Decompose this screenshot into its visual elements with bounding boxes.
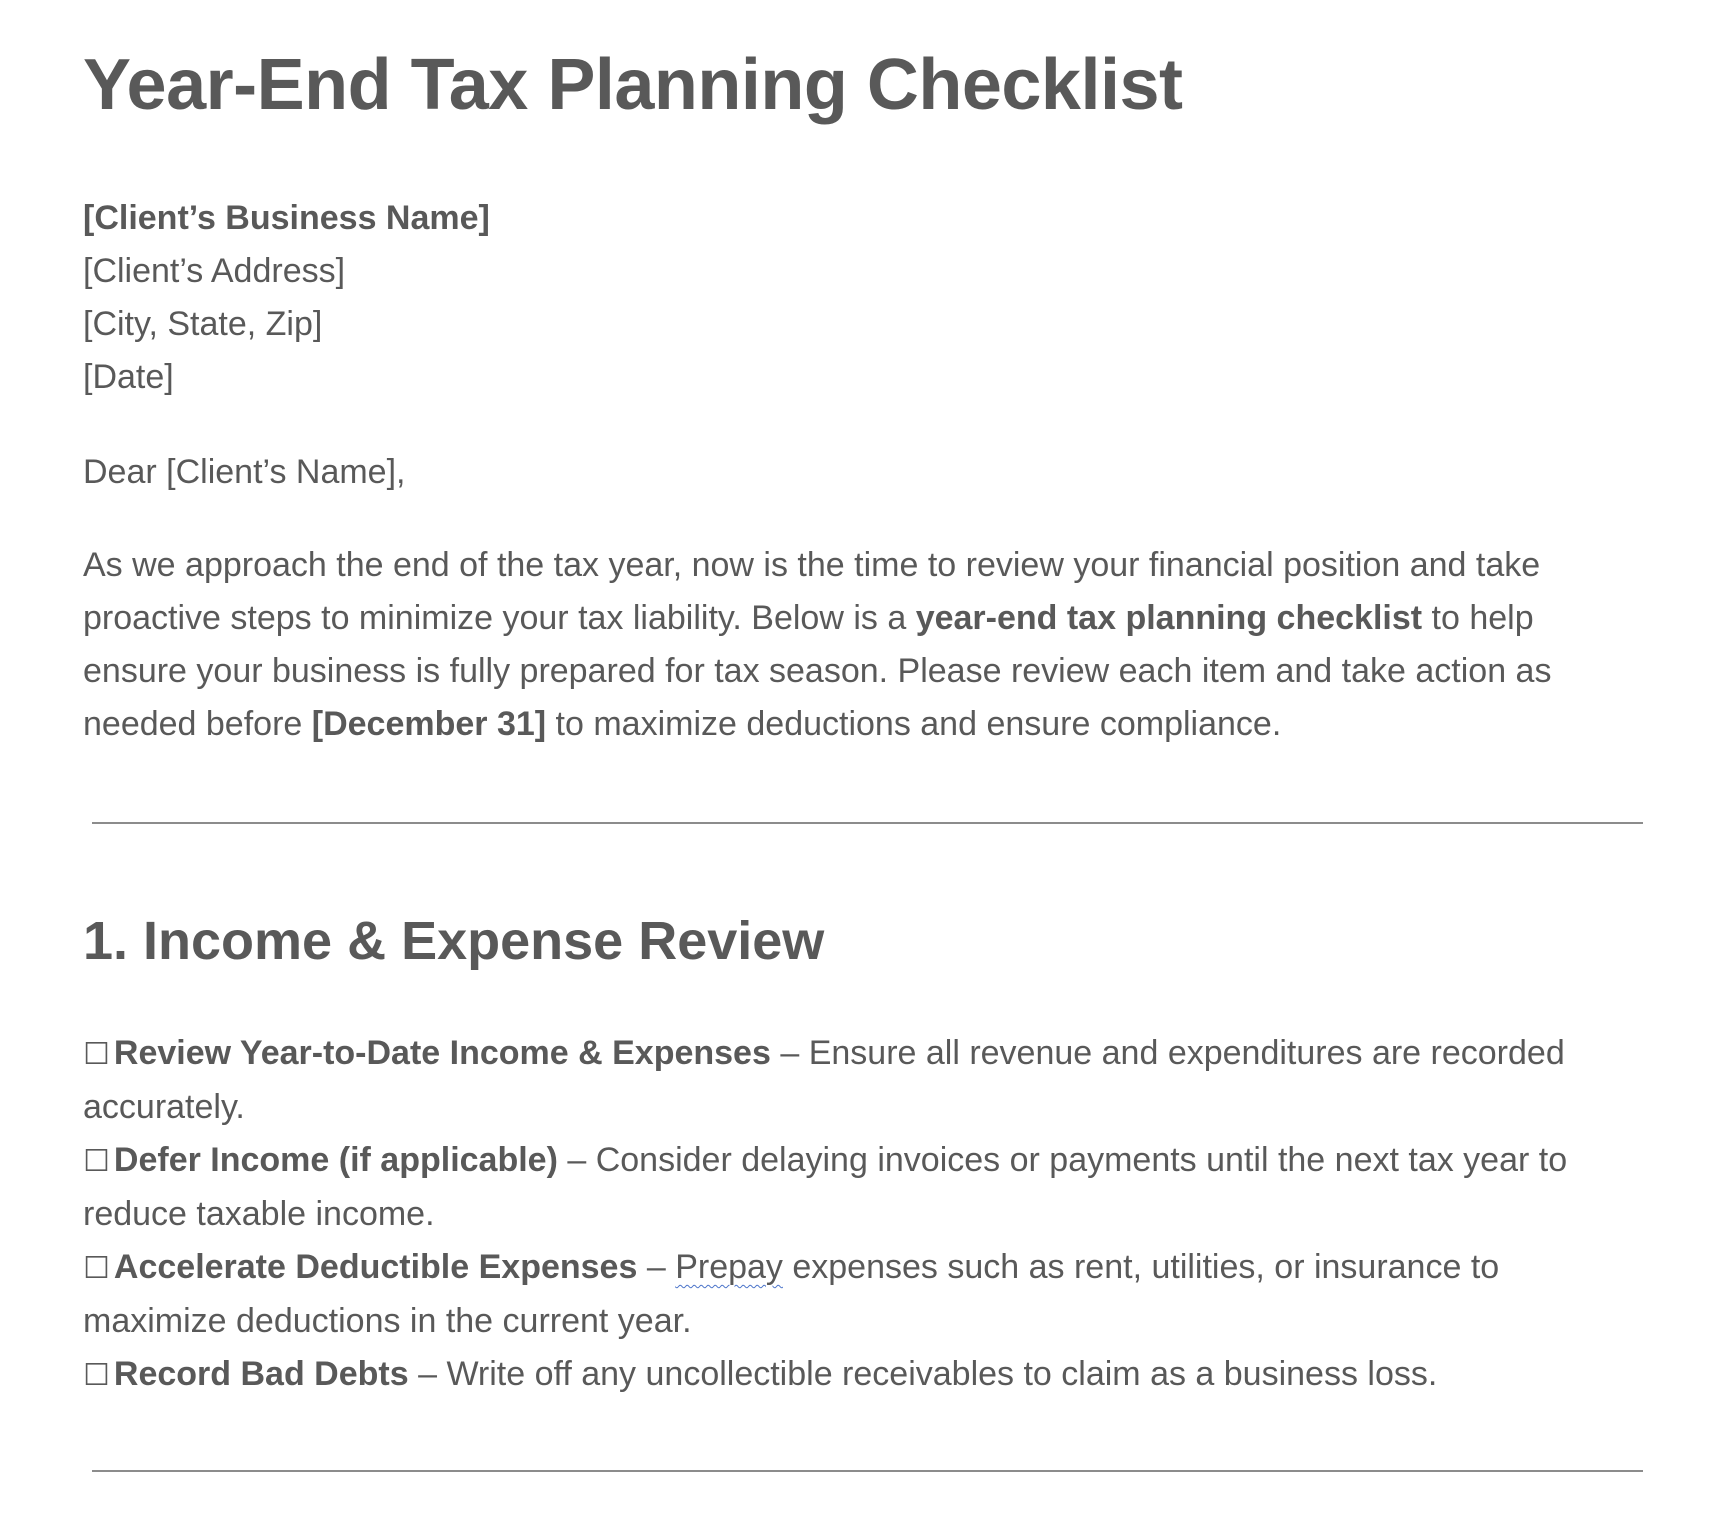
checklist-item-title: Accelerate Deductible Expenses [113, 1248, 638, 1286]
checkbox-icon[interactable]: ☐ [83, 1144, 110, 1179]
checklist-item-title: Review Year-to-Date Income & Expenses [113, 1034, 771, 1072]
intro-bold-deadline: [December 31] [311, 705, 547, 743]
horizontal-divider [92, 1470, 1643, 1472]
checklist-item [83, 1348, 1643, 1402]
spellcheck-flagged-word[interactable]: Prepay [675, 1248, 783, 1286]
checklist-item [83, 1241, 1643, 1348]
client-address-block [83, 192, 490, 404]
intro-text-3: to maximize deductions and ensure compliance. [546, 705, 1282, 743]
checkbox-icon[interactable]: ☐ [83, 1358, 110, 1393]
document-title: Year-End Tax Planning Checklist [83, 45, 1183, 125]
intro-text-1: As we approach the end of the tax year, now is the time to review your financial position and take proactive steps to minimize your tax liability. Below is a [83, 546, 1541, 637]
checklist-item-title: Record Bad Debts [113, 1355, 409, 1393]
checklist-item-text-after: expenses such as rent, utilities, or insurance to maximize deductions in the current year. [83, 1248, 1500, 1340]
horizontal-divider [92, 822, 1643, 824]
checkbox-icon[interactable]: ☐ [83, 1037, 110, 1072]
salutation: Dear [Client’s Name], [83, 453, 406, 491]
checklist-item-text: – Consider delaying invoices or payments until the next tax year to reduce taxable income. [83, 1141, 1568, 1233]
checklist-item-title: Defer Income (if applicable) [113, 1141, 558, 1179]
client-city-state-zip: [City, State, Zip] [83, 305, 323, 343]
intro-bold-checklist: year-end tax planning checklist [915, 599, 1423, 637]
client-business-name: [Client’s Business Name] [83, 199, 490, 237]
checklist-item [83, 1134, 1643, 1241]
checklist [83, 1027, 1643, 1402]
intro-paragraph [83, 539, 1643, 751]
intro-text-2: to help ensure your business is fully prepared for tax season. Please review each item and take action as needed before [83, 599, 1552, 743]
checkbox-icon[interactable]: ☐ [83, 1251, 110, 1286]
section-heading: 1. Income & Expense Review [83, 911, 825, 971]
checklist-item-text: – Ensure all revenue and expenditures are recorded accurately. [83, 1034, 1565, 1126]
checklist-item-text: – Write off any uncollectible receivables to claim as a business loss. [408, 1355, 1438, 1393]
letter-date: [Date] [83, 358, 174, 396]
client-address: [Client’s Address] [83, 252, 346, 290]
checklist-item [83, 1027, 1643, 1134]
checklist-item-text-before: – [637, 1248, 676, 1286]
